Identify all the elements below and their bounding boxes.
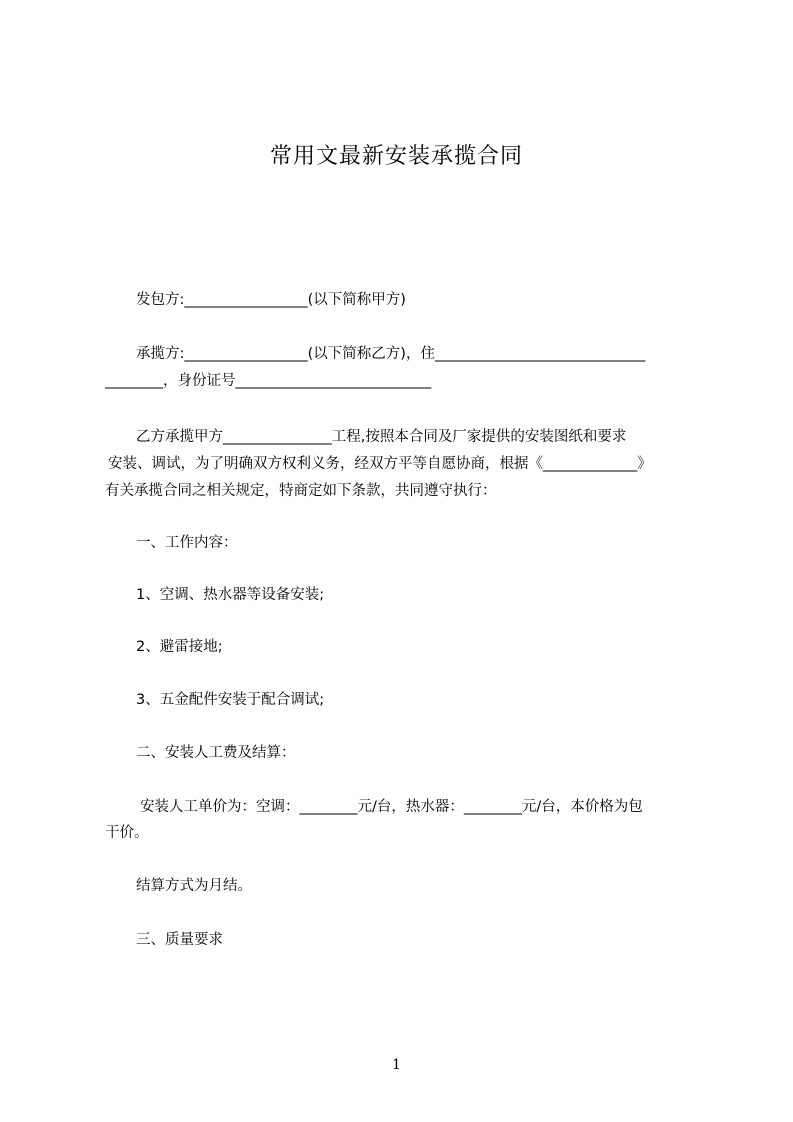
contractor-id-line: ________，身份证号___________________________ (105, 373, 432, 389)
work-item-1: 1、空调、热水器等设备安装; (136, 587, 325, 603)
section-heading-work-content: 一、工作内容： (136, 535, 238, 551)
fee-rate-line-2: 干价。 (105, 825, 149, 841)
preamble-line-1: 乙方承揽甲方_______________工程,按照本合同及厂家提供的安装图纸和要求 (136, 429, 627, 445)
employer-line: 发包方:_________________(以下简称甲方) (136, 292, 406, 308)
fee-rate-line-1: 安装人工单价为：空调：________元/台，热水器：________元/台，本价格为包 (140, 799, 643, 815)
work-item-2: 2、避雷接地; (136, 639, 223, 655)
page-number: 1 (392, 1057, 401, 1073)
document-title: 常用文最新安装承揽合同 (269, 144, 523, 169)
contractor-line: 承揽方:_________________(以下简称乙方)，住_____________________________ (136, 346, 646, 362)
section-heading-quality: 三、质量要求 (136, 932, 223, 948)
preamble-line-3: 有关承揽合同之相关规定，特商定如下条款，共同遵守执行： (105, 483, 497, 499)
work-item-3: 3、五金配件安装于配合调试; (136, 692, 325, 708)
settlement-method: 结算方式为月结。 (136, 878, 252, 894)
section-heading-fees: 二、安装人工费及结算： (136, 745, 296, 761)
preamble-line-2: 安装、调试，为了明确双方权利义务，经双方平等自愿协商，根据《_____________》 (108, 456, 652, 472)
